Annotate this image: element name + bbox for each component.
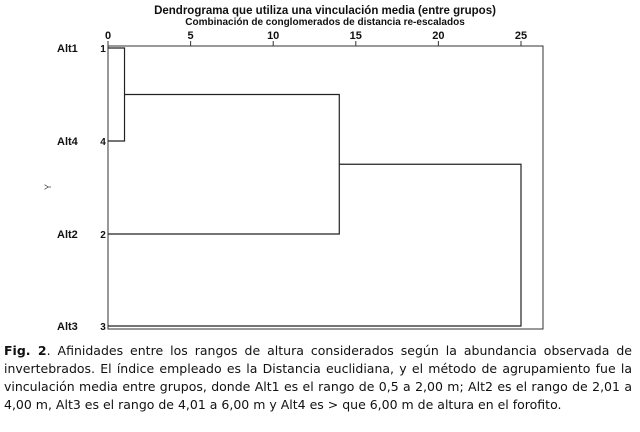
- chart-title: Dendrograma que utiliza una vinculación media (entre grupos): [154, 5, 496, 17]
- caption-label: Fig. 2: [4, 343, 47, 358]
- leaf-label-alt3: Alt3: [57, 321, 78, 333]
- x-axis-ticks: [105, 30, 527, 46]
- merge-link-2: [108, 95, 339, 235]
- leaf-labels: [57, 43, 106, 333]
- leaf-label-alt4: Alt4: [57, 136, 78, 148]
- leaf-label-alt2: Alt2: [57, 229, 78, 241]
- x-tick-label-20: 20: [432, 30, 445, 42]
- x-tick-label-5: 5: [187, 30, 194, 42]
- merge-link-3: [108, 164, 521, 326]
- x-tick-label-0: 0: [104, 30, 112, 42]
- y-axis-label: Y: [43, 183, 53, 191]
- dendrogram-links: [108, 48, 521, 326]
- plot-frame: [108, 46, 543, 329]
- caption-text: . Afinidades entre los rangos de altura considerados según la abundancia observada de invertebrados. El índice empleado es la Distancia euclidiana, y el método de agrupamiento fue la vinculación media entre grupos, donde Alt1 es el rango de 0,5 a 2,00 m; Alt2 es el rango de 2,01 a 4,00 m, Alt3 es el rango de 4,01 a 6,00 m y Alt4 es > que 6,00 m de altura en el forofito.: [4, 343, 632, 412]
- figure-caption: [4, 342, 632, 414]
- leaf-number-2: 2: [100, 230, 106, 241]
- merge-link-1: [108, 48, 125, 141]
- leaf-number-3: 3: [100, 322, 106, 333]
- leaf-number-4: 4: [100, 137, 106, 148]
- leaf-number-1: 1: [100, 44, 106, 55]
- leaf-label-alt1: Alt1: [57, 43, 78, 55]
- chart-subtitle: Combinación de conglomerados de distancia re-escalados: [185, 17, 465, 28]
- x-tick-label-10: 10: [267, 30, 280, 42]
- x-tick-label-25: 25: [514, 30, 528, 42]
- x-tick-label-15: 15: [349, 30, 362, 42]
